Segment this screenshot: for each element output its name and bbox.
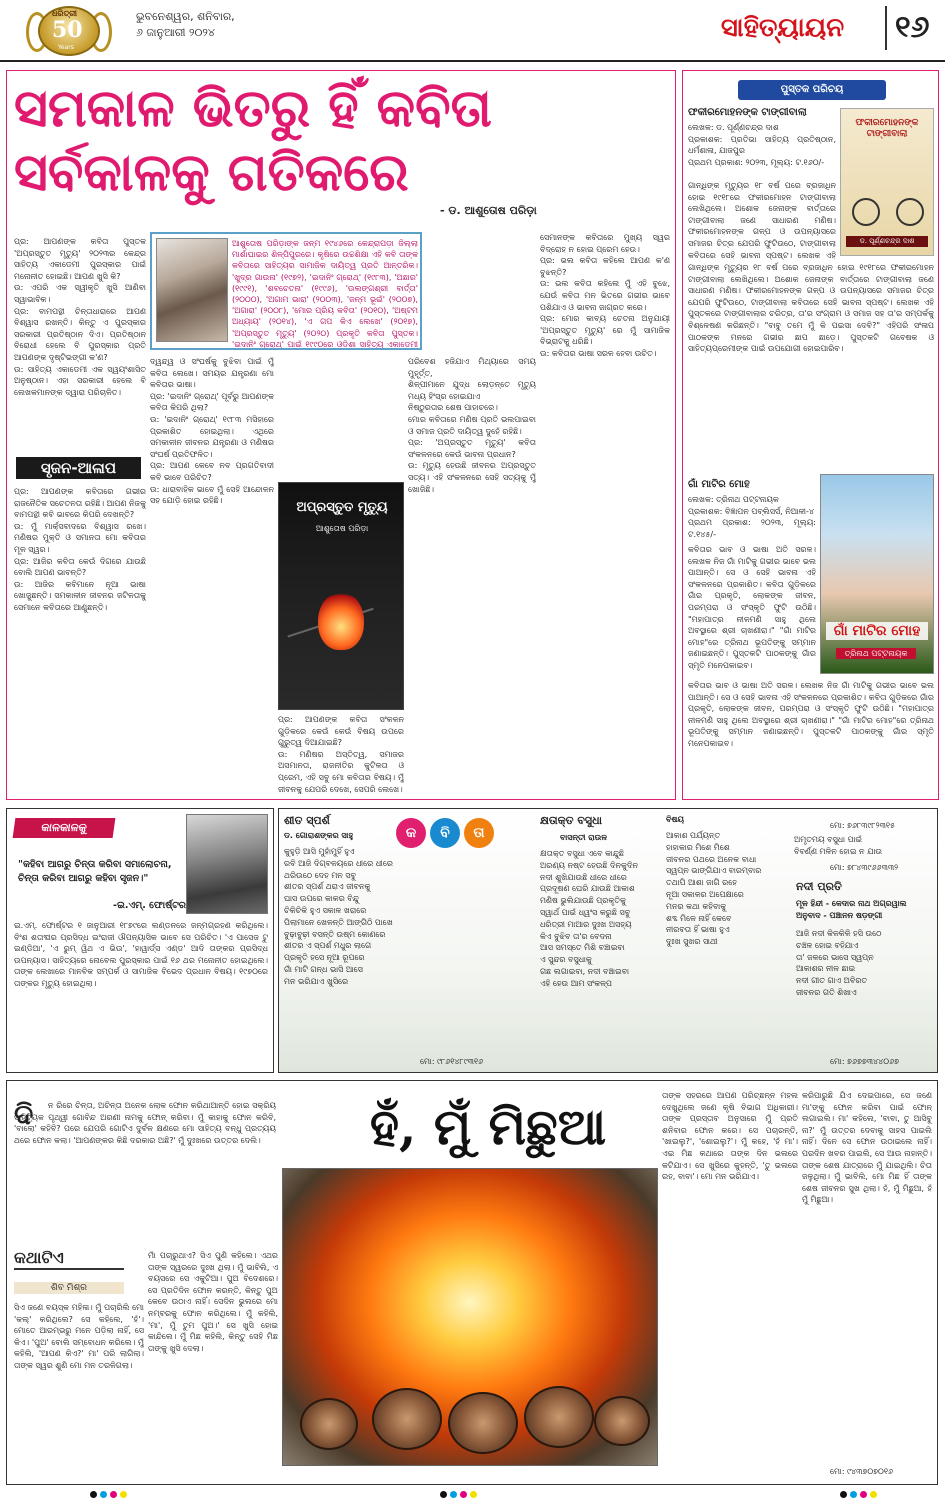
date-line-1: ଭୁବନେଶ୍ୱର, ଶନିବାର, (136, 10, 235, 23)
badge-sub: Years (58, 44, 74, 51)
poem3-title: ବିଷୟ (666, 815, 684, 824)
interview-column-3: ପରିବେଶ ହଜିଯାଏ ମିଥ୍ୟାରେ ସମୟ ମୁହୂର୍ତ୍ତ, ଶିଳ୍ପୀମାନେ ଯୁଦ୍ଧ ଲୋଡ଼ନ୍ତେ ମୃତ୍ୟୁ ମଧ୍ୟ ହିଂସ୍ର ହୋଇଯାଏ ନିଷ୍ଠୁରତାର ଶେଷ ପାହାଚରେ। ମୋର କବିତାରେ ମଣିଷ ପ୍ରତି ଭଲପାଇବା ଓ ସମାଜ ପ୍ରତି ଦାୟିତ୍ୱ ଦୁହେଁ ରହିଛି। ପ୍ର: 'ଅପ୍ରସ୍ତୁତ ମୃତ୍ୟୁ' କବିତା ସଂକଳନରେ କେଉଁ ଭାବନା ପ୍ରଧାନ? ଉ: ମୃତ୍ୟୁ ହେଉଛି ଜୀବନର ଅପ୍ରସ୍ତୁତ ସତ୍ୟ। ଏହି ସଂକଳନରେ ସେହି ସତ୍ୟକୁ ମୁଁ ଖୋଜିଛି। (408, 357, 536, 494)
story-headline: ହଁ, ମୁଁ ମିଛୁଆ (369, 1097, 607, 1156)
registration-dot (450, 1491, 457, 1498)
story-author: ଶିବ ମିଶ୍ର (14, 1282, 124, 1294)
print-registration-marks (0, 1490, 945, 1500)
log-end (524, 1386, 594, 1448)
book1-cover-author: ଡ. ପୂର୍ଣ୍ଣଚନ୍ଦ୍ର ଦାଶ (846, 236, 928, 247)
interview-column-2: ଦ୍ୱନ୍ଦ୍ୱ ଓ ସଂଘର୍ଷକୁ ବୁଝିବା ପାଇଁ ମୁଁ କବିତା ଲେଖେ। ସମୟର ଯନ୍ତ୍ରଣା ମୋ କବିତାର ଭାଷା। ପ୍ର: 'ଇଦାନିଂ ଗ୍ରୋଥ୍' ପୂର୍ବରୁ ଆପଣଙ୍କ କବିତା କିପରି ଥିଲା? ଉ: 'ଇଦାନିଂ ଗ୍ରୋଥ୍' ୧୯୮୩ ମସିହାରେ ପ୍ରକାଶିତ ହୋଇଥିଲା। ଏଥିରେ ସମକାଳୀନ ଜୀବନର ଯନ୍ତ୍ରଣା ଓ ମଣିଷର ସଂଘର୍ଷ ପ୍ରତିଫଳିତ। ପ୍ର: ଆପଣ କେବେ ନବ ପ୍ରଗତିବାଦୀ କବି ଭାବେ ପରିଚିତ? ଉ: ଧାରାବାହିକ ଭାବେ ମୁଁ ସେହି ଆନ୍ଦୋଳନ ସହ ଯୋଡ଼ି ହୋଇ ରହିଛି। (150, 357, 274, 506)
poem4-contact: ମୋ: ୭୮୪୩୯୬୬୩୩୨ (830, 863, 899, 872)
poem1-title: ଶୀତ ସ୍ପର୍ଶ (284, 814, 330, 827)
log-end (372, 1388, 442, 1450)
poem1-author: ଡ. ଗୋରାଶଙ୍କର ସାହୁ (284, 831, 354, 840)
poem2-title: କ୍ଷତାକ୍ତ ବସୁଧା (540, 814, 603, 827)
interview-column-2b: ପ୍ର: ଆପଣଙ୍କ କବିତା ସଂକଳନ ଗୁଡ଼ିକରେ କେଉଁ କେଉଁ ବିଷୟ ଉପରେ ଗୁରୁତ୍ୱ ଦିଆଯାଇଛି? ଉ: ମଣିଷର ଅସ୍ତିତ୍ୱ, ସମାଜର ଅସମାନତା, ରାଜନୀତିର କୁଟିଳତା ଓ ପ୍ରେମ, ଏହି ସବୁ ମୋ କବିତାର ବିଷୟ। ମୁଁ ଜୀବନକୁ ଯେପରି ଦେଖେ, ସେପରି ଲେଖେ। (278, 715, 404, 794)
book1-body: ଗାନ୍ଧିଙ୍କ ମୃତ୍ୟୁର ୧୮ ବର୍ଷ ପରେ ବ୍ରଜାଧିନ ହୋଇ ୧୯୧୮ରେ ଫକୀରମୋହନ ଟାଙ୍ଗୀବାଲା ଲେଖିଥିଲେ। ଅଶୋକ ଜେନାଙ୍କ ବାର୍ତ୍ତାରେ ଟାଙ୍ଗୀବାଲା ଜଣେ ସାଧାରଣ ମଣିଷ। ଫକୀରମୋହନଙ୍କ ଗଳ୍ପ ଓ ଉପନ୍ୟାସରେ ସମାଜର ଚିତ୍ର ଯେପରି ଫୁଟିଉଠେ, ଟାଙ୍ଗୀବାଲା କବିତାରେ ସେହି ଭାବନା ସ୍ପଷ୍ଟ। ଲେଖକ ଏହି (688, 181, 836, 260)
section-tag-kathatie: କଥାଟିଏ (14, 1246, 124, 1270)
section-tag-kalakalaku: କାଳକାଳକୁ (13, 818, 116, 838)
author-profile-text: ଆଶୁତୋଷ ପରିଡ଼ାଙ୍କ ଜନ୍ମ ୧୯୪୬ରେ କେନ୍ଦ୍ରାପଡ଼ା ଜିଲ୍ଲା ମାର୍ଶାଘାଇର ଶିଳ୍ପିପୁରରେ। କୃଷିରେ ଉଚ୍ଚଶିକ୍ଷା ଏହି କବି ତାଙ୍କ କବିତାରେ ସାହିତ୍ୟର ସାମାଜିକ ଦାୟିତ୍ୱ ପ୍ରତି ଆନ୍ତରିକ। 'ଖୁଦ୍ର ଗାଉନା' (୧୯୭୨), 'ଇଦାନିଂ ଗ୍ରୋଥ୍' (୧୯୮୩), 'ଅଛାର' (୧୯୯୧), 'ଶବଚେତନା' (୧୯୯୬), 'ଉଲଙ୍ଗଶ୍ରୀ ବାର୍ତ୍ତା' (୨୦୦୦), 'ଅଗାମ ଭାରା' (୨୦୦୩), 'ଜନ୍ମ ଭୂଇଁ' (୨୦୦୭), 'ଅଗାରା' (୨୦୦୮), 'ମୋର ପ୍ରିୟ କବିତା' (୨୦୧୦), 'ଅଷ୍ଟମ ଅଧ୍ୟାୟ' (୨୦୧୪), 'ଏ ଗପ କିଏ ଲେଖେ' (୨୦୧୭), 'ଅପ୍ରସ୍ତୁତ ମୃତ୍ୟୁ' (୨୦୨୦) ପ୍ରକୃତି କବିତା ପୁସ୍ତକ। 'ଇଦାନିଂ ଗ୍ରୋଥ୍' ପାଇଁ ୧୯୯୦ରେ ଓଡ଼ିଶା ସାହିତ୍ୟ ଏକାଡେମୀ (232, 239, 418, 348)
kabita-letter: କ (396, 818, 426, 848)
poem2-body: କ୍ଷତାକ୍ତ ବସୁଧା ଏବେ କାନ୍ଦୁଛି ଅରଣ୍ୟ ନଷ୍ଟ ହେଉଛି ଦିନକୁଦିନ ନଦୀ ଶୁଖିଯାଉଛି ଧୀରେ ଧୀରେ ପ୍ରଦୂଷଣ ଘେରି ଯାଉଛି ଆକାଶ ମଣିଷ ଭୁଲିଯାଉଛି ପ୍ରକୃତିକୁ ସ୍ୱାର୍ଥ ପାଇଁ ଧ୍ୱଂସ କରୁଛି ସବୁ ଧରିତ୍ରୀ ମାଆର ଦୁଃଖ ଅସହ୍ୟ କିଏ ବୁଝିବ ତା'ର ବେଦନା ଆସ ସମସ୍ତେ ମିଶି ବଞ୍ଚାଇବା ଏ ସୁନ୍ଦର ବସୁଧାକୁ ଗଛ ଲଗାଇବା, ନଦୀ ବଞ୍ଚାଇବା ଏହି ହେଉ ଆମ ସଂକଳ୍ପ (540, 849, 638, 988)
book1-title: ଫକୀରମୋହନଙ୍କ ଟାଙ୍ଗୀବାଲା (688, 107, 807, 118)
poem5-title: ନଦୀ ପ୍ରତି (796, 880, 842, 893)
story-column-3: ତାଙ୍କ ସହରରେ ଆପଣ ପରିଚ୍ଛନ୍ନ ମହଲ ଦେଖୁଥିଲେ ଜଣେ କୃଷି ବିଭାଗ ଅଧିକାରୀ। ତାଙ୍କ ପ୍ରସ୍ତାବ ଅନୁସାରେ ମୁଁ ପ୍ରତି ଶନିବାର ଫୋନ କରେ। ସେ ପଚାରନ୍ତି, 'ଖାଇଲୁ?', 'ଶୋଇଲୁ?'। ମୁଁ କହେ, 'ହଁ ମା'। ଏଇ ମିଛ କଥାରେ ତାଙ୍କ ଦିନ ଭଲରେ କଟିଯାଏ। ସେ ଖୁସିରେ କୁହନ୍ତି, 'ତୁ ଭଲରେ ରହ, ବାବା'। ମୋ ମନ ଭରିଯାଏ। (662, 1091, 798, 1182)
forster-signature: -ଇ.ଏମ୍. ଫୋର୍ଷ୍ଟର (113, 900, 186, 911)
badge-label: ଧରିତ୍ରୀ (52, 9, 77, 18)
log-end (300, 1398, 358, 1450)
log-end (448, 1392, 518, 1454)
registration-dot (110, 1491, 117, 1498)
kabita-letter: ବି (430, 818, 460, 848)
poem3-body: ଆକାଶ ପର୍ଯ୍ୟନ୍ତ ହାହାକାର ମିଶେ ମିଶେ ଜୀବନର ପଥରେ ଅନେକ ବାଧା ସ୍ୱପ୍ନ ଭାଙ୍ଗିଯାଏ ବାରମ୍ବାର ତଥାପି ଆଶା ଜାଗି ରହେ ନୂଆ ସକାଳର ଅପେକ୍ଷାରେ ମନର କଥା କହିବାକୁ ଶବ୍ଦ ମିଳେ ନାହିଁ କେବେ ନୀରବତା ହିଁ ଭାଷା ହୁଏ ଦୁଃଖ ସୁଖର ସାଥୀ (666, 831, 762, 947)
author-portrait (156, 238, 228, 342)
section-logo: ସାହିତ୍ୟାୟନ (720, 13, 845, 43)
book2-body: କବିତାର ଭାବ ଓ ଭାଷା ଅତି ସରଳ। ଲେଖକ ନିଜ ଗାଁ ମାଟିକୁ ଗଭୀର ଭାବେ ଭଲ ପାଆନ୍ତି। ସେ ଓ ସେହି ଭାବନା ଏହି ସଂକଳନରେ ପ୍ରକାଶିତ। କବିତା ଗୁଡ଼ିକରେ ଗାଁର ପ୍ରକୃତି, ଲୋକଙ୍କ ଜୀବନ, ପରମ୍ପରା ଓ ସଂସ୍କୃତି ଫୁଟି ଉଠିଛି। "ମହାପାତ୍ର ନୀଳମଣି ସାହୁ ଥିଲେ ଅବସ୍ଥାରେ ଶ୍ରୀ ଚାଖଣୀରା।" "ଗାଁ ମାଟିର ମୋହ"ରେ ତ୍ରିନାଥ ଭୂପତିଙ୍କୁ ସମ୍ମାନ ଜଣାଇଛନ୍ତି। ପୁସ୍ତକଟି ପାଠକଙ୍କୁ ଗାଁର ସ୍ମୃତି ମନେପକାଇବ। (688, 545, 816, 670)
poem5-contact: ମୋ: ୭୬୭୭୩୪୪୦୬୭ (830, 1057, 900, 1066)
book2-cover-title: ଗାଁ ମାଟିର ମୋହ (826, 622, 928, 640)
date-line-2: ୬ ଜାନୁଆରୀ ୨୦୨୪ (136, 26, 215, 39)
section-tag-srujan-alap: ସୃଜନ-ଆଳାପ (16, 457, 141, 479)
rickshaw-wheel-icon (852, 198, 880, 226)
poem2-author: ବାସନ୍ତୀ ରାଉଳ (560, 833, 608, 842)
registration-dot (100, 1491, 107, 1498)
forster-bio: ଇ.ଏମ୍. ଫୋର୍ଷ୍ଟର ୧ ଜାନୁଆରୀ ୧୮୭୯ରେ ଲଣ୍ଡନରେ ଜନ୍ମଗ୍ରହଣ କରିଥିଲେ। ବିଂଶ ଶତାବ୍ଦୀର ପ୍ରସିଦ୍ଧ ଇଂରାଜୀ ଔପନ୍ୟାସିକ ଭାବେ ସେ ପରିଚିତ। 'ଏ ପାସେଜ ଟୁ ଇଣ୍ଡିଆ', 'ଏ ରୁମ୍ ୱିଥ ଏ ଭିଉ', 'ହାୱାର୍ଡ୍ସ ଏଣ୍ଡ' ଆଦି ତାଙ୍କର ପ୍ରସିଦ୍ଧ ଉପନ୍ୟାସ। ସାହିତ୍ୟରେ ନୋବେଲ ପୁରସ୍କାର ପାଇଁ ୧୬ ଥର ମନୋନୀତ ହୋଇଥିଲେ। ତାଙ୍କ ଲେଖାରେ ମାନବିକ ସମ୍ପର୍କ ଓ ସାମାଜିକ ବିଭେଦ ପ୍ରଧାନ ବିଷୟ। ୧୯୭୦ରେ ତାଙ୍କର ମୃତ୍ୟୁ ହୋଇଥିଲା। (14, 921, 268, 988)
headline-line-1: ସମକାଳ ଭିତରୁ ହିଁ କବିତା (14, 78, 492, 139)
registration-dot (860, 1491, 867, 1498)
book1-cover-title: ଫକୀରମୋହନଙ୍କ ଟାଙ୍ଗୀବାଲା (855, 118, 919, 139)
book1-body-cont: ଗାନ୍ଧିଙ୍କ ମୃତ୍ୟୁର ୧୮ ବର୍ଷ ପରେ ବ୍ରଜାଧିନ ହୋଇ ୧୯୧୮ରେ ଫକୀରମୋହନ ଟାଙ୍ଗୀବାଲା ଲେଖିଥିଲେ। ଅଶୋକ ଜେନାଙ୍କ ବାର୍ତ୍ତାରେ ଟାଙ୍ଗୀବାଲା ଜଣେ ସାଧାରଣ ମଣିଷ। ଫକୀରମୋହନଙ୍କ ଗଳ୍ପ ଓ ଉପନ୍ୟାସରେ ସମାଜର ଚିତ୍ର ଯେପରି ଫୁଟିଉଠେ, ଟାଙ୍ଗୀବାଲା କବିତାରେ ସେହି ଭାବନା ସ୍ପଷ୍ଟ। ଲେଖକ ଏହି ପୁସ୍ତକରେ ଟାଙ୍ଗୀବାଲାର ଚରିତ୍ର, ତା'ର ସଂଗ୍ରାମ ଓ ସମାଜ ସହ ତା'ର ସମ୍ପର୍କକୁ ବିଶ୍ଳେଷଣ କରିଛନ୍ତି। "ବାବୁ ତମେ ମୁଁ କି ପଇସା ଦେବି?" ଏହିପରି ସଂଳାପ ପାଠକଙ୍କ ମନରେ ଗଭୀର ଛାପ ଛାଡ଼େ। ପୁସ୍ତକଟି ଗବେଷକ ଓ ସାହିତ୍ୟପ୍ରେମୀଙ୍କ ପାଇଁ ଉପଯୋଗୀ ହୋଇପାରିବ। (688, 263, 934, 354)
anniversary-badge (8, 4, 126, 58)
registration-dot (460, 1491, 467, 1498)
lamp-flame-illustration (318, 592, 364, 650)
story-column-1: ନ ରିରେ ଚିନ୍ତା, ଅଚିନ୍ତା ଅନେକ ଲୋକ ଫୋନ କରିଥାଆନ୍ତି ହୋଇ ସକ୍ରିୟ ସାହିତ୍ୟିକ ପୃଥ୍ୱୀ ଗୋବିନ୍ଦ ଅରଣୀ ନାମକୁ ଫୋନ୍ କରିବା। ମୁଁ କାହାକୁ ଫୋନ କରିବି, 'ବାଲୋ' କହିବି? ପରେ ଯେପରି ଗୋଟିଏ ଦୁର୍ବଳ କ୍ଷଣରେ ମୋ ସାହିତ୍ୟ ବନ୍ଧୁ ପ୍ରତ୍ୟୟ ଥରେ ଫୋନ କଲା। 'ଆପଣଙ୍କର କିଛି ଦରକାର ଅଛି?' ମୁଁ ଦୁଃଖରେ ଉତ୍ତର ଦେଲି। (14, 1101, 276, 1145)
story-dropcap: ଦି (14, 1098, 34, 1131)
rickshaw-wheel-icon (896, 198, 924, 226)
book2-cover (820, 474, 934, 674)
poem1-contact: ମୋ: ୯୮୬୧୪୮୯୩୧୬ (420, 1057, 484, 1066)
page-number: ୧୬ (885, 6, 929, 50)
poem1-body: କୁହୁଡ଼ି ଆସି ମୁହାଁମୁହିଁ ହୁଏ ରବି ଆଜି ଦିଗ୍‌ବଳୟରେ ଧୀରେ ଧୀରେ ଥରିଉଠେ ଦେହ ମନ ସବୁ ଶୀତର ସ୍ପର୍ଶ ଥରାଏ ଜୀବନକୁ ଘାସ ଉପରେ କାକର ବିନ୍ଦୁ ଚିକିଚିକି ହୁଏ ସକାଳ ଖରାରେ ପିଲାମାନେ ଖେଳନ୍ତି ଆଙ୍ଗିଠି ପାଖେ ବୁଢ଼ାବୁଢ଼ୀ ବସନ୍ତି ଉଷ୍ମ କୋଣରେ ଶୀତର ଏ ସ୍ପର୍ଶ ମଧୁର ଲାଗେ ପ୍ରକୃତି ହସେ ନୂଆ ରୂପରେ ଗାଁ ମାଟି ଗନ୍ଧ ଭାସି ଆସେ ମନ ଭରିଯାଏ ଖୁସିରେ (284, 847, 393, 986)
registration-dot (90, 1491, 97, 1498)
section-tag-pustaka-parichaya: ପୁସ୍ତକ ପରିଚୟ (738, 80, 886, 100)
poem5-author: ମୂଳ ହିନ୍ଦୀ - କେଦାର ନାଥ ଅଗ୍ରୱାଲ ଅନୁବାଦ - ପଞ୍ଚାନନ ଷଡ଼ଙ୍ଗୀ (796, 899, 907, 920)
story-column-4: କରିପାରୁଛି ଯିଏ ଦେଇପାରେ, ସେ ଜଣେ ମା'ଙ୍କୁ ଫୋନ କରିବା ପାଇଁ ଫୋନ୍ ଲଗାଇଲି। ମା' କହିଲେ, 'ବାବା, ତୁ ଆସିବୁ ନା?' ମୁଁ ଉତ୍ତର ଦେବାକୁ ସାହସ ପାଇଲି ନାହିଁ। ଦିନେ ସେ ଫୋନ ଉଠାଇଲେ ନାହିଁ। ପରଦିନ ଖବର ପାଇଲି, ସେ ଆଉ ନାହାନ୍ତି। ତାଙ୍କ ଶେଷ ଯାତ୍ରାରେ ମୁଁ ଯାଇଥିଲି। ଚିତା ଜଳୁଥିଲା। ମୁଁ ଭାବିଲି, ମୋ ମିଛ ହିଁ ତାଙ୍କ ଶେଷ ଜୀବନର ସୁଖ ଥିଲା। ହଁ, ମୁଁ ମିଛୁଆ, ହଁ ମୁଁ ମିଛୁଆ। (802, 1091, 932, 1205)
book-cover-author: ଆଶୁତୋଷ ପରିଡ଼ା (315, 524, 369, 533)
registration-dot (440, 1491, 447, 1498)
book2-title: ଗାଁ ମାଟିର ମୋହ (688, 479, 750, 490)
interview-column-4: ସେମାନଙ୍କ କବିତାରେ ମୁଖ୍ୟ ସ୍ୱର ବିଦ୍ରୋହ ନ ହୋଇ ପ୍ରେମ ହେଉ। ପ୍ର: ଭଲ କବିତା କହିଲେ ଆପଣ କ'ଣ ବୁଝନ୍ତି? ଉ: ଭଲ କବିତା କହିଲେ ମୁଁ ଏହି ବୁଝେ, ଯେଉଁ କବିତା ମନ ଭିତରେ ଗଭୀର ଭାବେ ପଶିଯାଏ ଓ ଭାବନା ଜାଗ୍ରତ କରେ। ପ୍ର: ମୋର କାବ୍ୟ ଚେତନା ଅନୁଯାୟୀ 'ଅପ୍ରସ୍ତୁତ ମୃତ୍ୟୁ' ରେ ମୁଁ ସାମାଜିକ ବିଭ୍ରାଟକୁ ଧରିଛି। ଉ: କବିତାର ଭାଷା ସରଳ ହେବା ଉଚିତ। (540, 233, 670, 358)
book2-body-cont: କବିତାର ଭାବ ଓ ଭାଷା ଅତି ସରଳ। ଲେଖକ ନିଜ ଗାଁ ମାଟିକୁ ଗଭୀର ଭାବେ ଭଲ ପାଆନ୍ତି। ସେ ଓ ସେହି ଭାବନା ଏହି ସଂକଳନରେ ପ୍ରକାଶିତ। କବିତା ଗୁଡ଼ିକରେ ଗାଁର ପ୍ରକୃତି, ଲୋକଙ୍କ ଜୀବନ, ପରମ୍ପରା ଓ ସଂସ୍କୃତି ଫୁଟି ଉଠିଛି। "ମହାପାତ୍ର ନୀଳମଣି ସାହୁ ଥିଲେ ଅବସ୍ଥାରେ ଶ୍ରୀ ଚାଖଣୀରା।" "ଗାଁ ମାଟିର ମୋହ"ରେ ତ୍ରିନାଥ ଭୂପତିଙ୍କୁ ସମ୍ମାନ ଜଣାଇଛନ୍ତି। ପୁସ୍ତକଟି ପାଠକଙ୍କୁ ଗାଁର ସ୍ମୃତି ମନେପକାଇବ। (688, 681, 934, 748)
story-column-2: ମାଁ ପଚାରୁଥାଏ? ସିଏ ପୁଣି କହିଲେ। ଏଥର ତାଙ୍କ ସ୍ୱରରେ ଦୁଃଖ ଥିଲା। ମୁଁ ଭାବିଲି, ଏ ବୟସରେ ସେ ଏକୁଟିଆ। ପୁଅ ବିଦେଶରେ। ସେ ପ୍ରତିଦିନ ଫୋନ କରନ୍ତି, କିନ୍ତୁ ପୁଅ କେବେ ଉଠାଏ ନାହିଁ। ସେଦିନ ଭୁଲରେ ମୋ ନମ୍ବରକୁ ଫୋନ କରିଥିଲେ। ମୁଁ କହିଲି, 'ମା', ମୁଁ ତୁମ ପୁଅ।' ସେ ଖୁସି ହୋଇ କାନ୍ଦିଲେ। ମୁଁ ମିଛ କହିଲି, କିନ୍ତୁ ସେହି ମିଛ ତାଙ୍କୁ ଖୁସି ଦେଲା। (148, 1251, 278, 1353)
poem5-body: ଆଜି ନଦୀ କିଳକିଳି ହସି ଉଠେ ଚଞ୍ଚଳ ହୋଇ ବହିଯାଏ ତା' ଜଳରେ ଭାସେ ସ୍ୱପ୍ନ ଆକାଶର ନୀଳ ଛାଇ ନଦୀ ଗୀତ ଗାଏ ଅବିରତ ଜୀବନର ଗତି ଶିଖାଏ (796, 929, 882, 997)
book2-meta: ଲେଖକ: ତ୍ରିନାଥ ପଟ୍ଟନାୟକ ପ୍ରକାଶକ: ବିଜ୍ଞାପନ ପବ୍ଲିସର୍ସ, ନିଆଳୀ-୪ ପ୍ରଥମ ପ୍ରକାଶ: ୨୦୨୩, ମୂଲ୍ୟ: ଟ.୧୪୫/- (688, 495, 816, 539)
forster-quote: "କହିବା ଆଗରୁ ଚିନ୍ତା କରିବା ସମାଲୋଚନା, ଚିନ୍ତା କରିବା ଆଗରୁ କହିବା ସୃଜନ।" (18, 859, 172, 884)
registration-dot (840, 1491, 847, 1498)
forster-portrait (186, 814, 268, 914)
registration-dot (120, 1491, 127, 1498)
book2-cover-author: ତ୍ରିନାଥ ପଟ୍ଟନାୟକ (836, 648, 916, 659)
book1-meta: ଲେଖକ: ଡ. ପୂର୍ଣ୍ଣଚନ୍ଦ୍ର ଦାଶ ପ୍ରକାଶକ: ପ୍ରତିଭା ସାହିତ୍ୟ ପ୍ରତିଷ୍ଠାନ, ଧର୍ମଶାଳା, ଯାଜପୁର ପ୍ରଥମ ପ୍ରକାଶ: ୨୦୨୩, ମୂଲ୍ୟ: ଟ.୧୬୦/- (688, 123, 836, 167)
story-column-1b: ସିଏ ଜଣେ ବୟସ୍କ ମହିଳା। ମୁଁ ପଚାରିଲି ମୋ 'କଲ୍' କରିଥିଲେ? ସେ କହିଲେ, 'ହଁ'। ମୋତେ ଆରମ୍ଭରୁ ମନେ ପଡ଼ିଲା ନାହିଁ, ସେ କିଏ। 'ପୁଅ' ବୋଲି ସମ୍ବୋଧନ କରିଲେ। ମୁଁ କହିଲି, 'ଆପଣ କିଏ?' ମା' ପରି ଲାଗିଲା। ତାଙ୍କ ସ୍ୱର ଶୁଣି ମୋ ମନ ତରଳିଗଲା। (14, 1303, 144, 1370)
registration-dot (850, 1491, 857, 1498)
byline: - ଡ. ଆଶୁତୋଷ ପରିଡ଼ା (440, 204, 537, 217)
story-contact: ମୋ: ୯୪୩୭୦୭୦୧୬ (830, 1467, 894, 1476)
registration-dot (470, 1491, 477, 1498)
kabita-letter: ତା (464, 818, 494, 848)
poem4-intro: ଅମୃତମୟ ବସୁଧା ପାଇଁ ବିବର୍ଣ୍ଣ ମଳିନ ହୋଇ ନ ଯାଉ (794, 835, 883, 856)
badge-number: 50 (52, 17, 83, 43)
poem2-contact: ମୋ: ୭୬୮୩୯୮୨୩୧୫ (830, 821, 896, 830)
log-end (594, 1396, 650, 1446)
headline-line-2: ସର୍ବକାଳକୁ ଗତିକରେ (14, 142, 409, 203)
registration-dot (870, 1491, 877, 1498)
book-cover-title: ଅପ୍ରସ୍ତୁତ ମୃତ୍ୟୁ (296, 500, 388, 515)
interview-column-1: ପ୍ର: ଆପଣଙ୍କ କବିତା ପୁସ୍ତକ 'ଅପ୍ରସ୍ତୁତ ମୃତ୍ୟୁ' ୨୦୨୩ର କେନ୍ଦ୍ର ସାହିତ୍ୟ ଏକାଡେମୀ ପୁରସ୍କାର ପାଇଁ ମନୋନୀତ ହୋଇଛି। ଆପଣ ଖୁସି କି? ଉ: ଏପରି ଏକ ସ୍ୱୀକୃତି ଖୁସି ଆଣିବା ସ୍ୱାଭାବିକ। ପ୍ର: ବାମପନ୍ଥୀ ଚିନ୍ତାଧାରାରେ ଆପଣ ବିଶ୍ୱାସ ରଖନ୍ତି। କିନ୍ତୁ ଏ ପୁରସ୍କାର ସରକାରୀ ପ୍ରତିଷ୍ଠାନ ଦିଏ। ପ୍ରତିଷ୍ଠାନ ବିରୋଧୀ ହେଲେ ବି ପୁରସ୍କାର ପ୍ରତି ଆପଣଙ୍କ ଦୃଷ୍ଟିଭଙ୍ଗୀ କ'ଣ? ଉ: ସାହିତ୍ୟ ଏକାଡେମୀ ଏକ ସ୍ୱୟଂଶାସିତ ଅନୁଷ୍ଠାନ। ଏହା ସରକାରୀ ହେଲେ ବି ଲେଖକମାନଙ୍କ ଦ୍ୱାରା ପରିଚାଳିତ। (14, 237, 146, 397)
interview-column-1b: ପ୍ର: ଆପଣଙ୍କ କବିତାରେ ଗଭୀର ରାଜନୈତିକ ସଚେତନତା ରହିଛି। ଆପଣ ନିଜକୁ ବାମପନ୍ଥୀ କବି ଭାବରେ କିପରି ଦେଖନ୍ତି? ଉ: ମୁଁ ମାର୍କ୍ସବାଦରେ ବିଶ୍ୱାସ ରଖେ। ମଣିଷର ମୁକ୍ତି ଓ ସମାନତା ମୋ କବିତାର ମୂଳ ସ୍ୱର। ପ୍ର: ଆଜିର କବିତା କେଉଁ ଦିଗରେ ଯାଉଛି ବୋଲି ଆପଣ ଭାବନ୍ତି? ଉ: ଆଜିର କବିମାନେ ନୂଆ ଭାଷା ଖୋଜୁଛନ୍ତି। ସମକାଳୀନ ଜୀବନର ଜଟିଳତାକୁ ସେମାନେ କବିତାରେ ଆଣୁଛନ୍ତି। (14, 487, 146, 612)
